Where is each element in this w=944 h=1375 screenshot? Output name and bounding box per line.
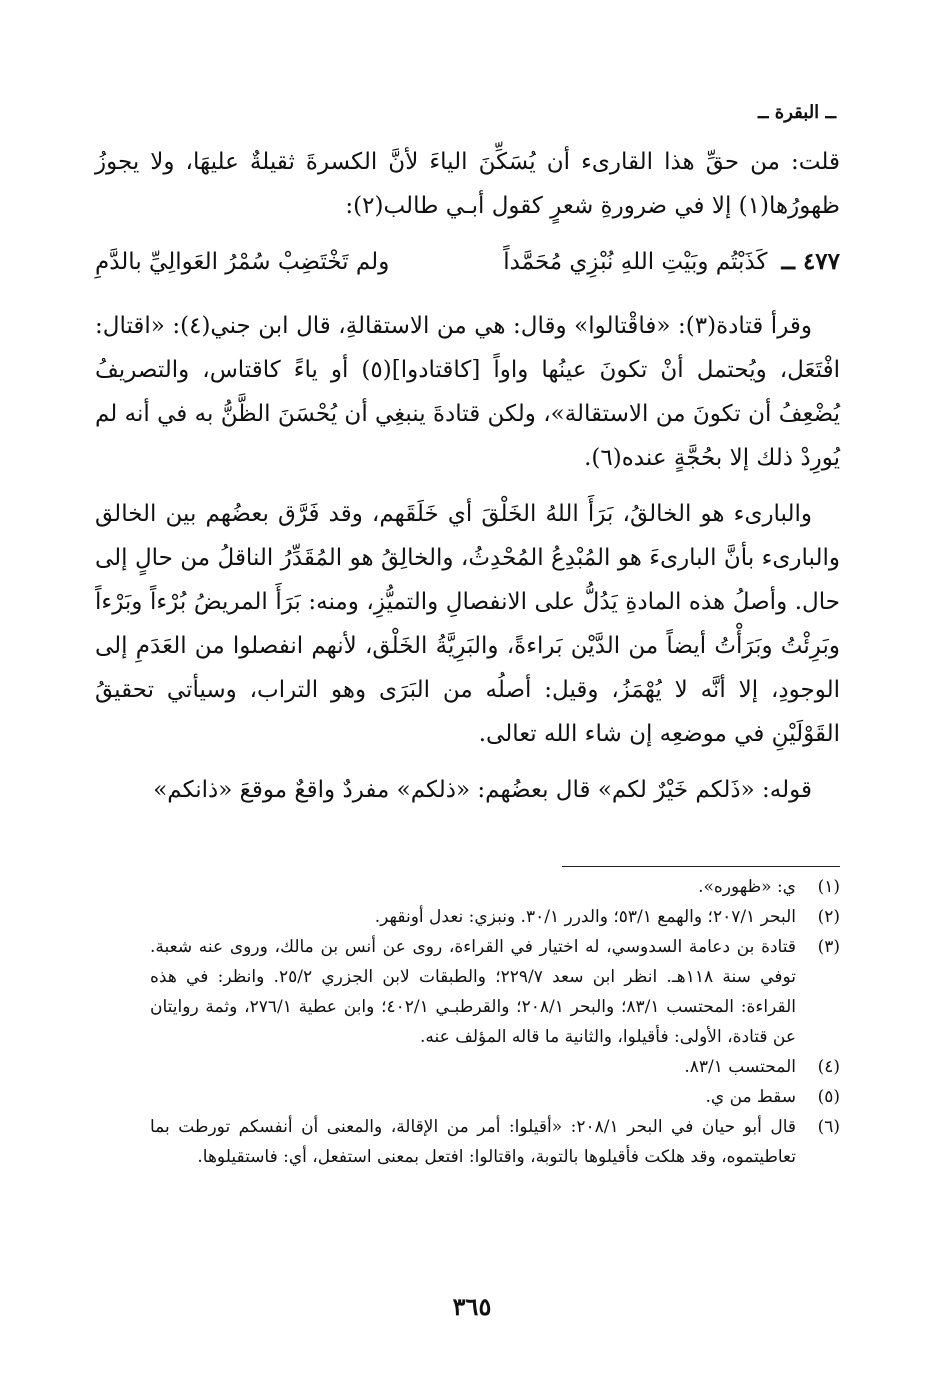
running-header: ــ البقرة ــ	[757, 102, 836, 123]
footnote-text: قتادة بن دعامة السدوسي، له اختيار في القراءة، روى عن أنس بن مالك، وروى عنه شعبة. توفي سنة ١١٨هـ. انظر ابن سعد ٢٢٩/٧؛ والطبقات لابن الجزري ٢٥/٢. وانظر: في هذه القراءة: المحتسب ٨٣/١؛ والبحر ٢٠٨/١؛ والقرطبـي ٤٠٢/١؛ وابن عطية ٢٧٦/١، وثمة روايتان عن قتادة، الأولى: فأقيلوا، والثانية ما قاله المؤلف عنه.	[150, 937, 796, 1047]
footnote-number: (٢)	[817, 907, 840, 927]
verse-second-hemistich: ولم تَخْتَضِبْ سُمْرُ العَوالِيِّ بالدَّمِ	[94, 249, 390, 275]
footnote-number: (٥)	[817, 1087, 840, 1107]
footnote-text: قال أبو حيان في البحر ٢٠٨/١: «أقيلوا: أمر من الإقالة، والمعنى أن أنفسكم تورطت بما تعاطيتموه، وقد هلكت فأقيلوها بالتوبة، واقتالوا: افتعل بمعنى استفعل، أي: فاستقيلوها.	[150, 1117, 796, 1167]
footnote-item	[150, 932, 840, 1052]
footnote-item	[150, 1052, 840, 1082]
main-text	[95, 140, 840, 824]
paragraph-3: والبارىء هو الخالقُ، بَرَأَ اللهُ الخَلْقَ أي خَلَقَهم، وقد فَرَّق بعضُهم بين الخالق والبارىء بأنَّ البارىءَ هو المُبْدِعُ المُحْدِثُ، والخالِقُ هو المُقَدِّرُ الناقلُ من حالٍ إلى حال. وأصلُ هذه المادةِ يَدُلُّ على الانفصالِ والتميُّزِ، ومنه: بَرَأَ المريضُ بُرْءاً وبَرْءاً وبَرِئْتُ وبَرَأْتُ أيضاً من الدَّيْن بَراءةً، والبَرِيَّةُ الخَلْق، لأنهم انفصلوا من العَدَمِ إلى الوجودِ، إلا أنَّه لا يُهْمَزُ، وقيل: أصلُه من البَرَى وهو التراب، وسيأتي تحقيقُ القَوْلَيْنِ في موضعِه إن شاء الله تعالى.	[95, 501, 840, 747]
footnote-item	[150, 872, 840, 902]
footnote-text: ي: «ظهوره».	[698, 877, 796, 897]
footnote-item	[150, 1082, 840, 1112]
footnote-item	[150, 1112, 840, 1172]
paragraph-2: وقرأ قتادة(٣): «فاقْتالوا» وقال: هي من الاستقالةِ، قال ابن جني(٤): «اقتال: افْتَعَل، ويُحتمل أنْ تكونَ عينُها واواً [كاقتادوا](٥) أو ياءً كاقتاس، والتصريفُ يُضْعِفُ أن تكونَ من الاستقالة»، ولكن قتادةَ ينبغِي أن يُحْسَنَ الظَّنُّ به في أنه لم يُورِدْ ذلك إلا بحُجَّةٍ عنده(٦).	[95, 313, 840, 471]
footnote-number: (٦)	[817, 1117, 840, 1137]
footnotes	[150, 872, 840, 1172]
paragraph-4: قوله: «ذَلكم خَيْرٌ لكم» قال بعضُهم: «ذلكم» مفردٌ واقعٌ موقعَ «ذانكم»	[153, 777, 812, 803]
verse-first-hemistich: كَذَبْتُم وبَيْتِ اللهِ نُبْزِي مُحَمَّداً	[503, 249, 768, 275]
page-number: ٣٦٥	[452, 1292, 492, 1321]
poetry-verse	[95, 240, 840, 284]
footnote-text: سقط من ي.	[705, 1087, 796, 1107]
footnote-item	[150, 902, 840, 932]
footnote-text: البحر ٢٠٧/١؛ والهمع ٥٣/١؛ والدرر ٣٠/١. ونبزي: نعدل أونقهر.	[374, 907, 796, 927]
paragraph-1: قلت: من حقِّ هذا القارىء أن يُسَكِّنَ الياءَ لأنَّ الكسرةَ ثقيلةٌ عليهَا، ولا يجوزُ ظهورُها(١) إلا في ضرورةِ شعرٍ كقول أبـي طالب(٢):	[95, 149, 840, 219]
footnote-number: (٣)	[817, 937, 840, 957]
verse-number: ٤٧٧ ــ	[781, 248, 840, 275]
footnote-number: (١)	[817, 877, 840, 897]
footnote-separator	[562, 866, 840, 867]
footnote-text: المحتسب ٨٣/١.	[684, 1057, 796, 1077]
footnote-number: (٤)	[817, 1057, 840, 1077]
